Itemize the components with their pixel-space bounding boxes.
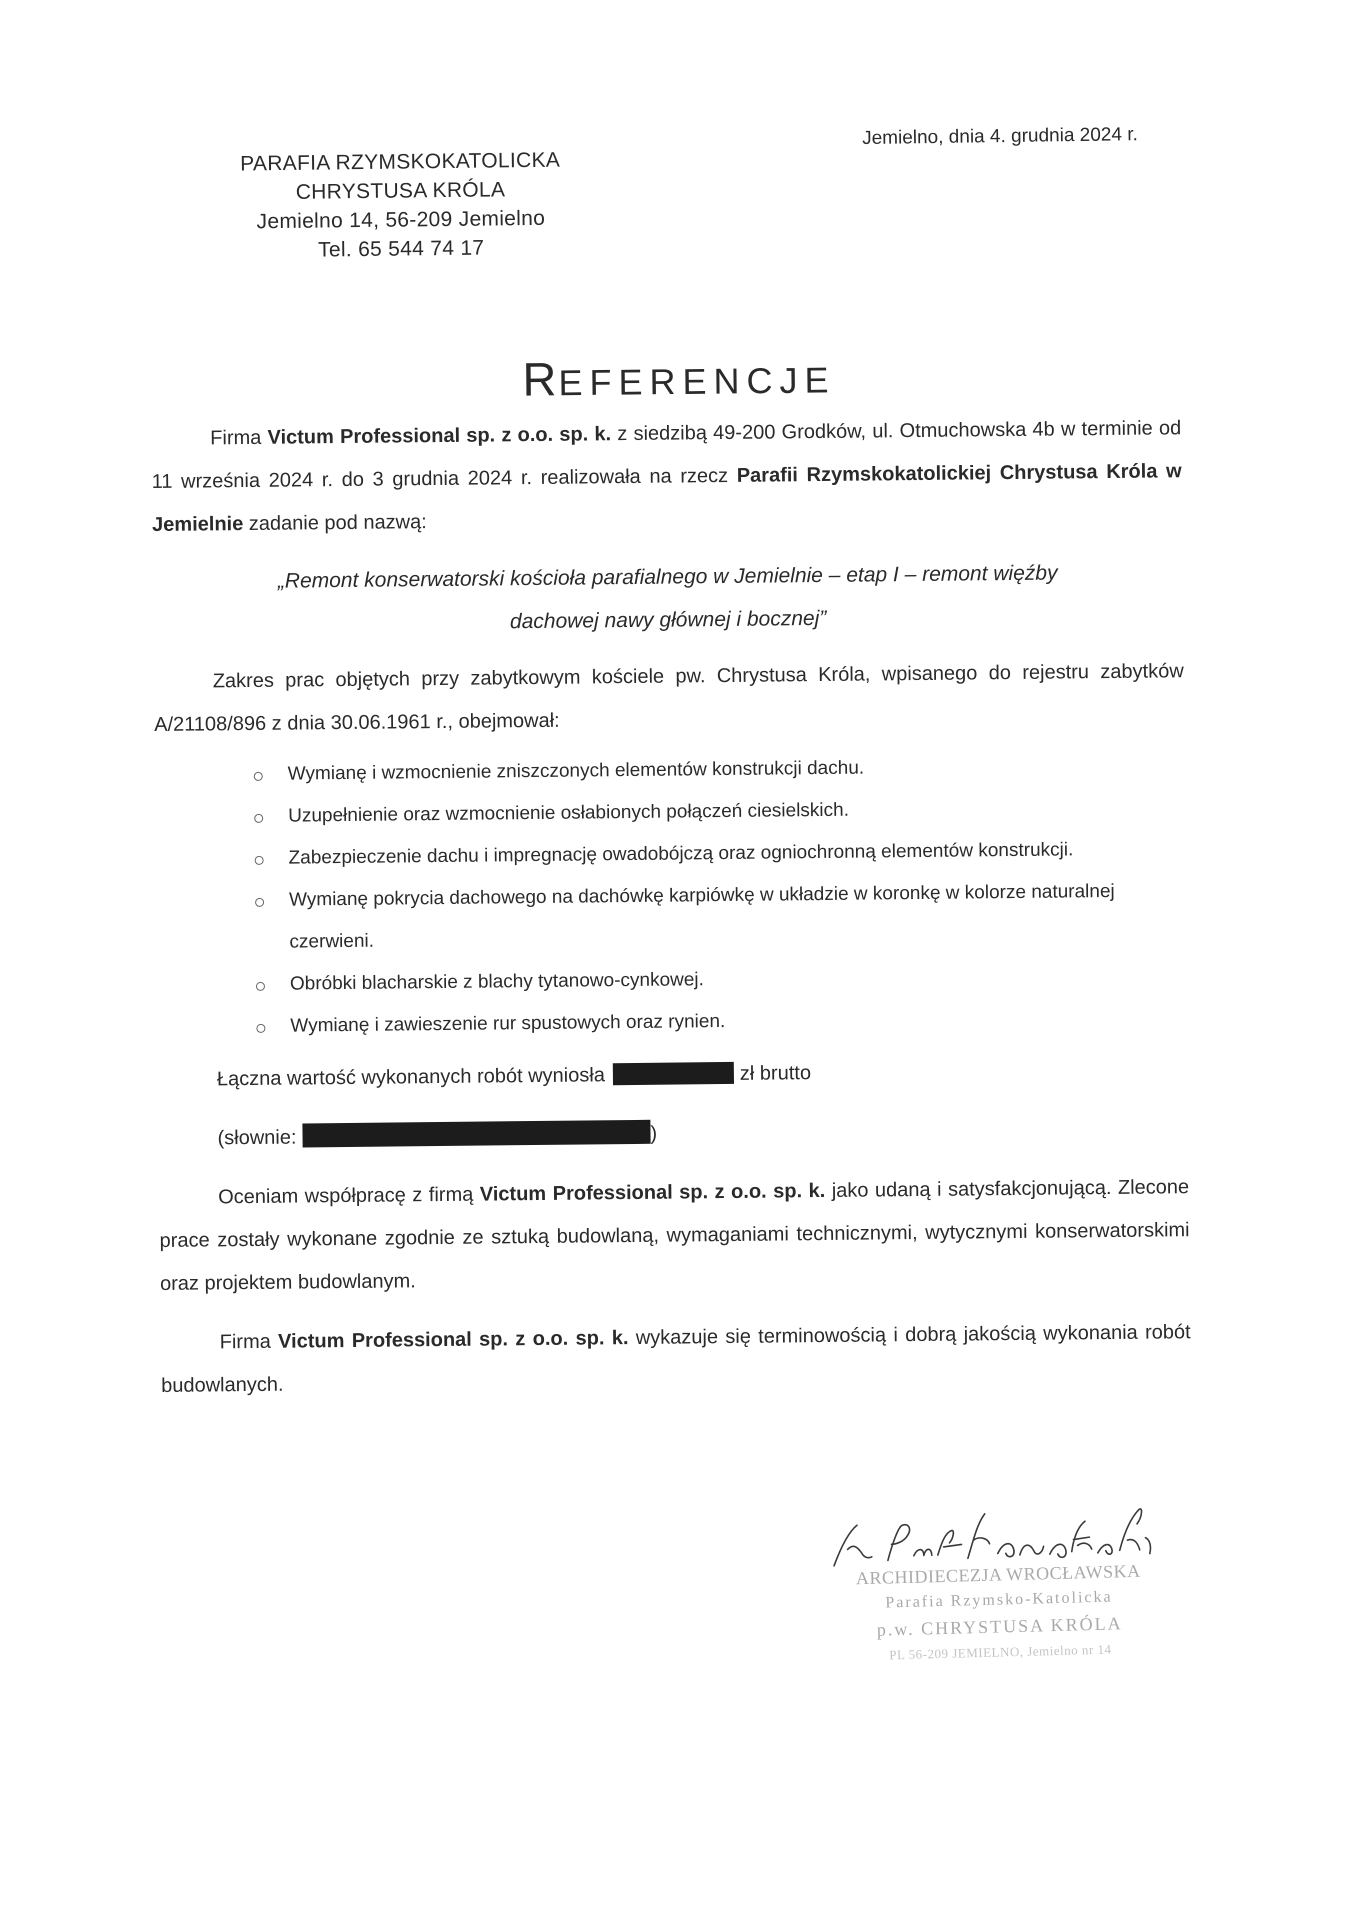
- intro-text-3: zadanie pod nazwą:: [243, 511, 427, 536]
- redacted-amount-words: [302, 1120, 650, 1148]
- document-date: Jemielno, dnia 4. grudnia 2024 r.: [862, 124, 1138, 149]
- circle-bullet-icon: [256, 982, 265, 991]
- list-item-text: Uzupełnienie oraz wzmocnienie osłabionych połączeń ciesielskich.: [288, 799, 850, 827]
- intro-text-2: z siedzibą 49-200 Grodków, ul. Otmuchowska 4b w terminie od 11 września 2024 r. do 3 grudnia 2024 r. realizowała na rzecz: [151, 417, 1182, 493]
- list-item-text: Wymianę pokrycia dachowego na dachówkę karpiówkę w układzie w koronkę w kolorze naturalnej czerwieni.: [288, 880, 1115, 953]
- stamp-line-3: p.w. CHRYSTUSA KRÓLA: [876, 1613, 1123, 1640]
- circle-bullet-icon: [254, 814, 263, 823]
- redacted-amount: [613, 1062, 734, 1085]
- assessment-text-1: Oceniam współpracę z firmą: [218, 1183, 480, 1209]
- signature-and-stamp: [826, 1479, 1171, 1698]
- stamp-line-1: ARCHIDIECEZJA WROCŁAWSKA: [855, 1560, 1141, 1589]
- sender-name: PARAFIA RZYMSKOKATOLICKA: [240, 148, 561, 176]
- company-name: Victum Professional sp. z o.o. sp. k.: [267, 423, 612, 449]
- task-name: [152, 550, 1183, 647]
- task-name-line-1: „Remont konserwatorski kościoła parafialnego w Jemielnie – etap I – remont więźby: [277, 561, 1058, 593]
- assessment-text-2: jako udaną i satysfakcjonującą. Zlecone prace zostały wykonane zgodnie ze sztuką budowlaną, wymaganiami technicznymi, wytycznymi konserwatorskimi oraz projektem budowlanym.: [159, 1176, 1190, 1295]
- closing-text-2: wykazuje się terminowością i dobrą jakością wykonania robót budowlanych.: [161, 1321, 1191, 1397]
- list-item: [156, 870, 1187, 965]
- total-value-line: [158, 1048, 1188, 1102]
- stamp-line-4: PL 56-209 JEMIELNO, Jemielno nr 14: [889, 1641, 1112, 1663]
- circle-bullet-icon: [255, 856, 264, 865]
- sender-street: Jemielno 14, 56-209 Jemielno: [256, 206, 546, 234]
- in-words-label: (słownie:: [217, 1126, 297, 1150]
- intro-text-1: Firma: [210, 426, 268, 450]
- sender-church: CHRYSTUSA KRÓLA: [295, 178, 506, 204]
- intro-paragraph: [151, 407, 1182, 547]
- company-name: Victum Professional sp. z o.o. sp. k.: [278, 1327, 629, 1353]
- works-list: [155, 744, 1188, 1049]
- closing-paragraph: [160, 1311, 1191, 1408]
- list-item-text: Zabezpieczenie dachu i impregnację owadobójczą oraz ogniochronną elementów konstrukcji.: [288, 839, 1074, 869]
- assessment-paragraph: [159, 1166, 1190, 1306]
- company-name: Victum Professional sp. z o.o. sp. k.: [479, 1179, 826, 1206]
- closing-paren: ): [650, 1122, 658, 1145]
- currency-label: zł brutto: [739, 1062, 812, 1085]
- parish-stamp: [838, 1557, 1161, 1669]
- letter-body: [151, 407, 1191, 1408]
- amount-in-words-line: [158, 1107, 1188, 1161]
- task-name-line-2: dachowej nawy głównej i bocznej”: [509, 606, 827, 634]
- list-item-text: Wymianę i wzmocnienie zniszczonych elementów konstrukcji dachu.: [287, 757, 865, 785]
- title-rest: EFERENCJE: [558, 359, 836, 404]
- circle-bullet-icon: [255, 898, 264, 907]
- list-item-text: Obróbki blacharskie z blachy tytanowo-cynkowej.: [289, 969, 704, 995]
- title-initial: R: [522, 352, 559, 406]
- circle-bullet-icon: [254, 772, 263, 781]
- total-value-label: Łączna wartość wykonanych robót wyniosła: [216, 1064, 605, 1091]
- parish-name: Parafii Rzymskokatolickiej Chrystusa Króla w Jemielnie: [152, 460, 1182, 536]
- circle-bullet-icon: [256, 1024, 265, 1033]
- closing-text-1: Firma: [219, 1330, 279, 1354]
- stamp-line-2: Parafia Rzymsko-Katolicka: [885, 1588, 1113, 1612]
- document-title: [0, 343, 1358, 412]
- sender-address: [200, 145, 601, 266]
- scope-paragraph: Zakres prac objętych przy zabytkowym kościele pw. Chrystusa Króla, wpisanego do rejestru zabytków A/21108/896 z dnia 30.06.1961 r., obejmował:: [154, 660, 1184, 736]
- list-item-text: Wymianę i zawieszenie rur spustowych oraz rynien.: [290, 1011, 726, 1037]
- sender-phone: Tel. 65 544 74 17: [317, 236, 485, 262]
